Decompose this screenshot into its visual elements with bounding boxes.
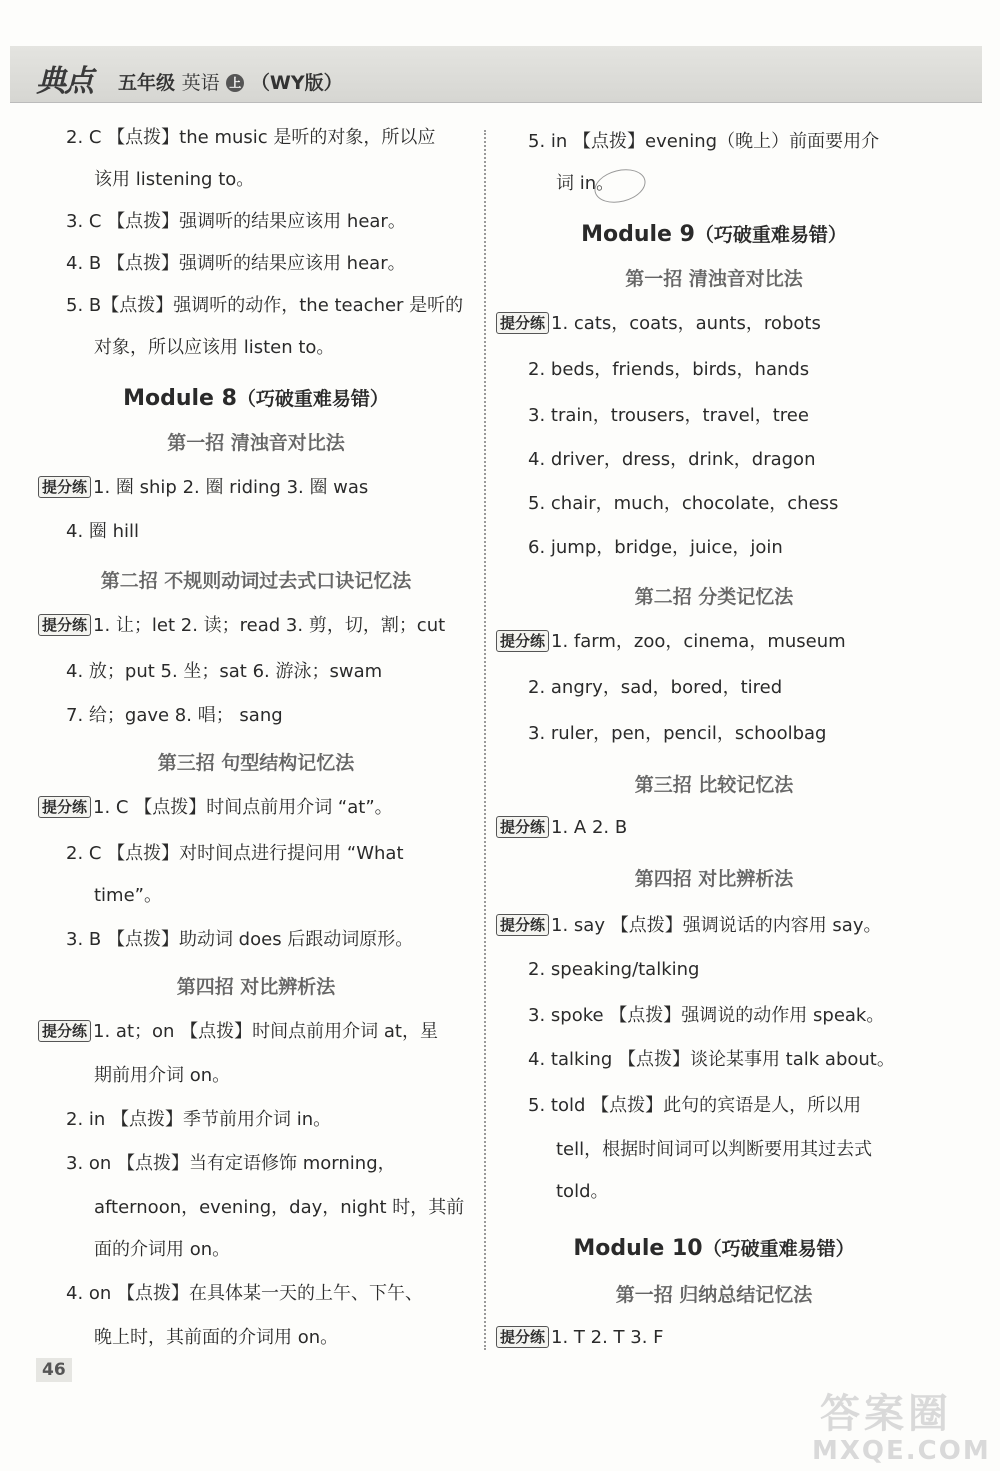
practice-tag: 提分练 xyxy=(496,816,549,838)
answer-line xyxy=(66,660,382,684)
section-heading: 第一招 归纳总结记忆法 xyxy=(615,1284,813,1306)
module-title: Module 9 xyxy=(581,222,695,247)
answer-line xyxy=(528,358,809,382)
answer-text: 1. say 【点拨】强调说话的内容用 say。 xyxy=(551,915,882,936)
section-heading: 第四招 对比辨析法 xyxy=(176,976,336,998)
book-title xyxy=(118,68,343,95)
answer-text: 4. talking 【点拨】谈论某事用 talk about。 xyxy=(528,1049,895,1070)
answer-line xyxy=(94,168,254,192)
answer-text: 2. in 【点拨】季节前用介词 in。 xyxy=(66,1109,332,1130)
answer-line xyxy=(496,914,881,938)
answer-text: 1. T 2. T 3. F xyxy=(551,1327,664,1348)
module-heading xyxy=(564,1234,864,1261)
answer-line xyxy=(528,1048,895,1072)
answer-text: 1. A 2. B xyxy=(551,817,628,838)
answer-text: 3. B 【点拨】助动词 does 后跟动词原形。 xyxy=(66,929,414,950)
answer-line xyxy=(496,630,846,654)
answer-text: 3. C 【点拨】强调听的结果应该用 hear。 xyxy=(66,211,406,232)
answer-line xyxy=(66,1108,331,1132)
watermark-logo: 答案圈 xyxy=(820,1391,952,1437)
watermark-url: MXQE.COM xyxy=(812,1436,991,1466)
answer-line xyxy=(94,336,334,360)
practice-tag: 提分练 xyxy=(496,914,549,936)
answer-line xyxy=(528,722,827,746)
answer-line xyxy=(38,1020,438,1044)
answer-line xyxy=(66,842,404,866)
answer-text: 3. train，trousers，travel，tree xyxy=(528,405,809,426)
answer-text: 7. 给；gave 8. 唱； sang xyxy=(66,705,283,726)
page-header xyxy=(10,46,982,103)
practice-tag: 提分练 xyxy=(38,614,91,636)
answer-text: 1. 圈 ship 2. 圈 riding 3. 圈 was xyxy=(93,477,369,498)
answer-text: 1. at；on 【点拨】时间点前用介词 at，星 xyxy=(93,1021,438,1042)
practice-tag: 提分练 xyxy=(38,1020,91,1042)
module-heading xyxy=(106,384,406,411)
answer-text: 2. C 【点拨】对时间点进行提问用 “What xyxy=(66,843,404,864)
answer-text: 1. 让；let 2. 读；read 3. 剪，切，割；cut xyxy=(93,615,446,636)
answer-text: 词 in。 xyxy=(556,173,615,194)
answer-line xyxy=(528,958,699,982)
grade-label: 五年级 xyxy=(118,72,176,94)
answer-line xyxy=(66,1152,396,1176)
answer-line xyxy=(38,796,393,820)
answer-text: 4. 放；put 5. 坐；sat 6. 游泳；swam xyxy=(66,661,383,682)
answer-text: 4. B 【点拨】强调听的结果应该用 hear。 xyxy=(66,253,406,274)
answer-line xyxy=(66,704,283,728)
answer-text: 5. B【点拨】强调听的动作，the teacher 是听的 xyxy=(66,295,464,316)
practice-tag: 提分练 xyxy=(38,476,91,498)
book-logo: 典点 xyxy=(36,64,92,99)
answer-line xyxy=(496,816,627,840)
answer-line xyxy=(94,1326,338,1350)
answer-text: 3. on 【点拨】当有定语修饰 morning， xyxy=(66,1153,396,1174)
answer-line xyxy=(528,536,783,560)
section-heading: 第四招 对比辨析法 xyxy=(634,868,794,890)
answer-line xyxy=(556,1138,872,1162)
section-heading: 第一招 清浊音对比法 xyxy=(625,268,803,290)
answer-line xyxy=(496,1326,664,1350)
answer-line xyxy=(38,476,368,500)
answer-text: 5. told 【点拨】此句的宾语是人，所以用 xyxy=(528,1095,862,1116)
answer-line xyxy=(94,1238,230,1262)
answer-text: 2. beds，friends，birds，hands xyxy=(528,359,810,380)
section-heading: 第二招 不规则动词过去式口诀记忆法 xyxy=(100,570,412,592)
answer-line xyxy=(94,1196,464,1220)
answer-text: 1. cats，coats，aunts，robots xyxy=(551,313,821,334)
answer-text: time”。 xyxy=(94,885,162,906)
answer-line xyxy=(556,1180,609,1204)
answer-text: 面的介词用 on。 xyxy=(94,1239,231,1260)
answer-text: 5. chair，much，chocolate，chess xyxy=(528,493,839,514)
answer-line xyxy=(94,884,162,908)
volume-badge: 上 xyxy=(226,74,244,92)
answer-line xyxy=(528,676,782,700)
page-number: 46 xyxy=(36,1358,72,1382)
answer-text: 3. ruler，pen，pencil，schoolbag xyxy=(528,723,827,744)
answer-line xyxy=(66,520,139,544)
answer-text: tell，根据时间词可以判断要用其过去式 xyxy=(556,1139,873,1160)
answer-line xyxy=(66,126,435,150)
answer-text: 2. C 【点拨】the music 是听的对象，所以应 xyxy=(66,127,436,148)
answer-text: 该用 listening to。 xyxy=(94,169,255,190)
module-title: Module 10 xyxy=(573,1236,703,1261)
answer-line xyxy=(38,614,445,638)
answer-line xyxy=(528,130,879,154)
answer-text: 4. driver，dress，drink，dragon xyxy=(528,449,816,470)
answer-line xyxy=(66,252,406,276)
answer-text: 6. jump，bridge，juice，join xyxy=(528,537,783,558)
answer-text: 期前用介词 on。 xyxy=(94,1065,231,1086)
answer-text: 4. on 【点拨】在具体某一天的上午、下午、 xyxy=(66,1283,424,1304)
practice-tag: 提分练 xyxy=(496,312,549,334)
answer-line xyxy=(528,1094,861,1118)
practice-tag: 提分练 xyxy=(496,1326,549,1348)
module-title: Module 8 xyxy=(123,386,237,411)
section-heading: 第二招 分类记忆法 xyxy=(634,586,794,608)
answer-line xyxy=(94,1064,230,1088)
answer-line xyxy=(528,448,815,472)
practice-tag: 提分练 xyxy=(38,796,91,818)
answer-line xyxy=(528,404,809,428)
answer-text: 2. angry，sad，bored，tired xyxy=(528,677,783,698)
stamp-mark xyxy=(591,164,649,208)
answer-text: 晚上时，其前面的介词用 on。 xyxy=(94,1327,339,1348)
module-tag: （巧破重难易错） xyxy=(702,1238,855,1260)
answer-text: 1. farm，zoo，cinema，museum xyxy=(551,631,846,652)
answer-line xyxy=(528,492,838,516)
answer-text: 1. C 【点拨】时间点前用介词 “at”。 xyxy=(93,797,393,818)
answer-text: 对象，所以应该用 listen to。 xyxy=(94,337,335,358)
section-heading: 第三招 句型结构记忆法 xyxy=(157,752,355,774)
answer-line xyxy=(66,928,413,952)
column-divider xyxy=(484,130,486,1350)
answer-line xyxy=(66,210,406,234)
module-tag: （巧破重难易错） xyxy=(694,224,847,246)
section-heading: 第一招 清浊音对比法 xyxy=(167,432,345,454)
module-tag: （巧破重难易错） xyxy=(236,388,389,410)
answer-text: 4. 圈 hill xyxy=(66,521,140,542)
answer-line xyxy=(496,312,821,336)
answer-line xyxy=(528,1004,884,1028)
answer-line xyxy=(66,294,463,318)
answer-text: 5. in 【点拨】evening（晚上）前面要用介 xyxy=(528,131,880,152)
answer-line xyxy=(66,1282,423,1306)
module-heading xyxy=(564,220,864,247)
answer-text: afternoon，evening，day，night 时，其前 xyxy=(94,1197,465,1218)
practice-tag: 提分练 xyxy=(496,630,549,652)
subject-label: 英语 xyxy=(181,72,220,94)
edition-label: （WY版） xyxy=(250,72,343,94)
answer-text: told。 xyxy=(556,1181,609,1202)
section-heading: 第三招 比较记忆法 xyxy=(634,774,794,796)
answer-text: 2. speaking/talking xyxy=(528,959,700,980)
answer-text: 3. spoke 【点拨】强调说的动作用 speak。 xyxy=(528,1005,885,1026)
